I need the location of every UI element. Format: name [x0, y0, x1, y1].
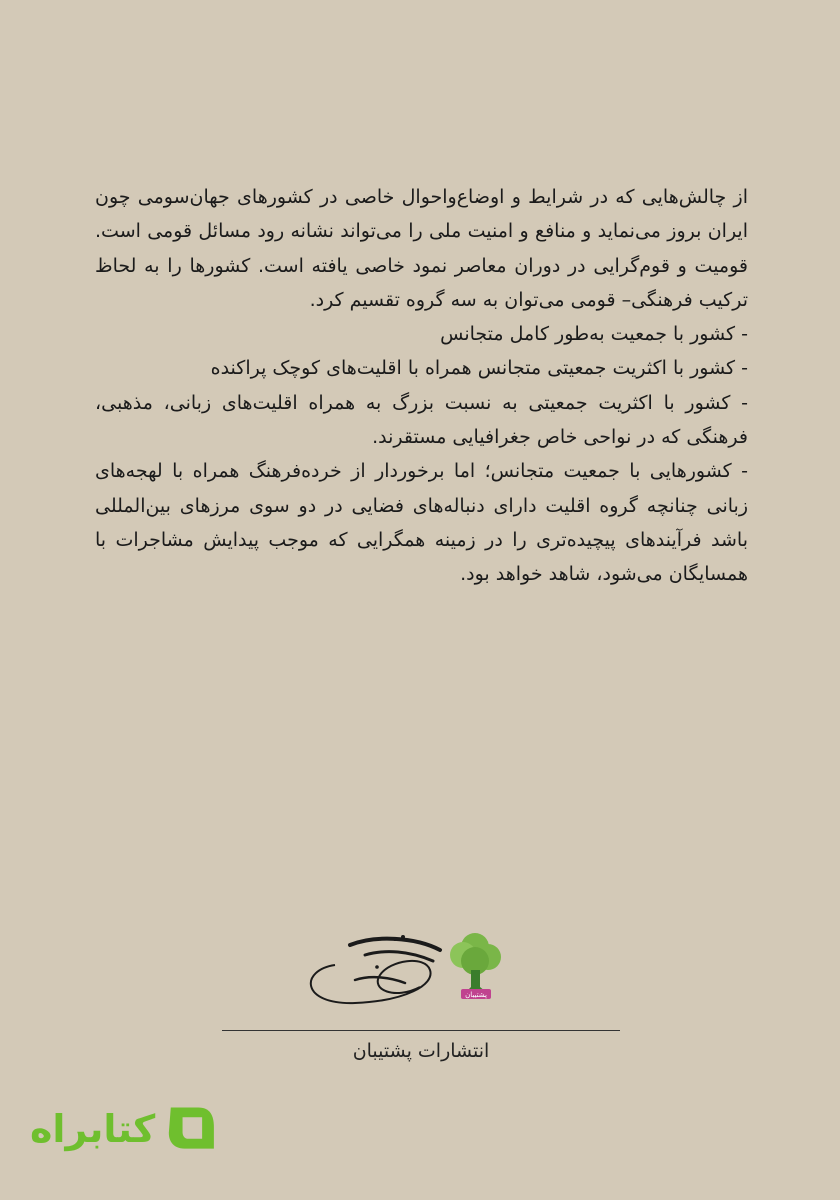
footer-divider	[222, 1030, 620, 1031]
tree-logo-icon	[450, 933, 501, 999]
ketabrah-book-icon	[161, 1099, 220, 1159]
paragraph-item-1: - کشور با جمعیت به‌طور کامل متجانس	[440, 323, 748, 346]
paragraph-item-3: - کشور با اکثریت جمعیتی به نسبت بزرگ به همراه اقلیت‌های زبانی، مذهبی، فرهنگی که در نواحی خاص جغرافیایی مستقرند.	[95, 391, 748, 449]
paragraph-intro: از چالش‌هایی که در شرایط و اوضاع‌واحوال خاصی در کشورهای جهان‌سومی چون ایران بروز می‌نماید و منافع و امنیت ملی را می‌تواند نشانه رود مسائل قومی است. قومیت و قوم‌گرایی در دوران معاصر نمود خاصی یافته است. کشورها را به لحاظ ترکیب فرهنگی– قومی می‌توان به سه گروه تقسیم کرد.	[95, 186, 748, 311]
paragraph-item-2: - کشور با اکثریت جمعیتی متجانس همراه با اقلیت‌های کوچک پراکنده	[210, 357, 748, 380]
watermark-text: کتابراه	[30, 1107, 156, 1151]
publisher-name: انتشارات پشتیبان	[352, 1040, 490, 1062]
ketabrah-watermark	[30, 1097, 220, 1161]
publisher-calligraphy-logo	[295, 925, 525, 1025]
paragraph-item-4: - کشورهایی با جمعیت متجانس؛ اما برخوردار از خرده‌فرهنگ همراه با لهجه‌های زبانی چنانچه گروه اقلیت دارای دنباله‌های فضایی در دو سوی مرزهای بین‌المللی باشد فرآیندهای پیچیده‌تری را در زمینه همگرایی که موجب پیدایش مشاجرات با همسایگان می‌شود، شاهد خواهد بود.	[95, 460, 748, 586]
tree-logo-label: پشتیبان	[465, 991, 487, 999]
back-cover-text	[95, 180, 748, 592]
publisher-logos	[295, 925, 525, 1025]
